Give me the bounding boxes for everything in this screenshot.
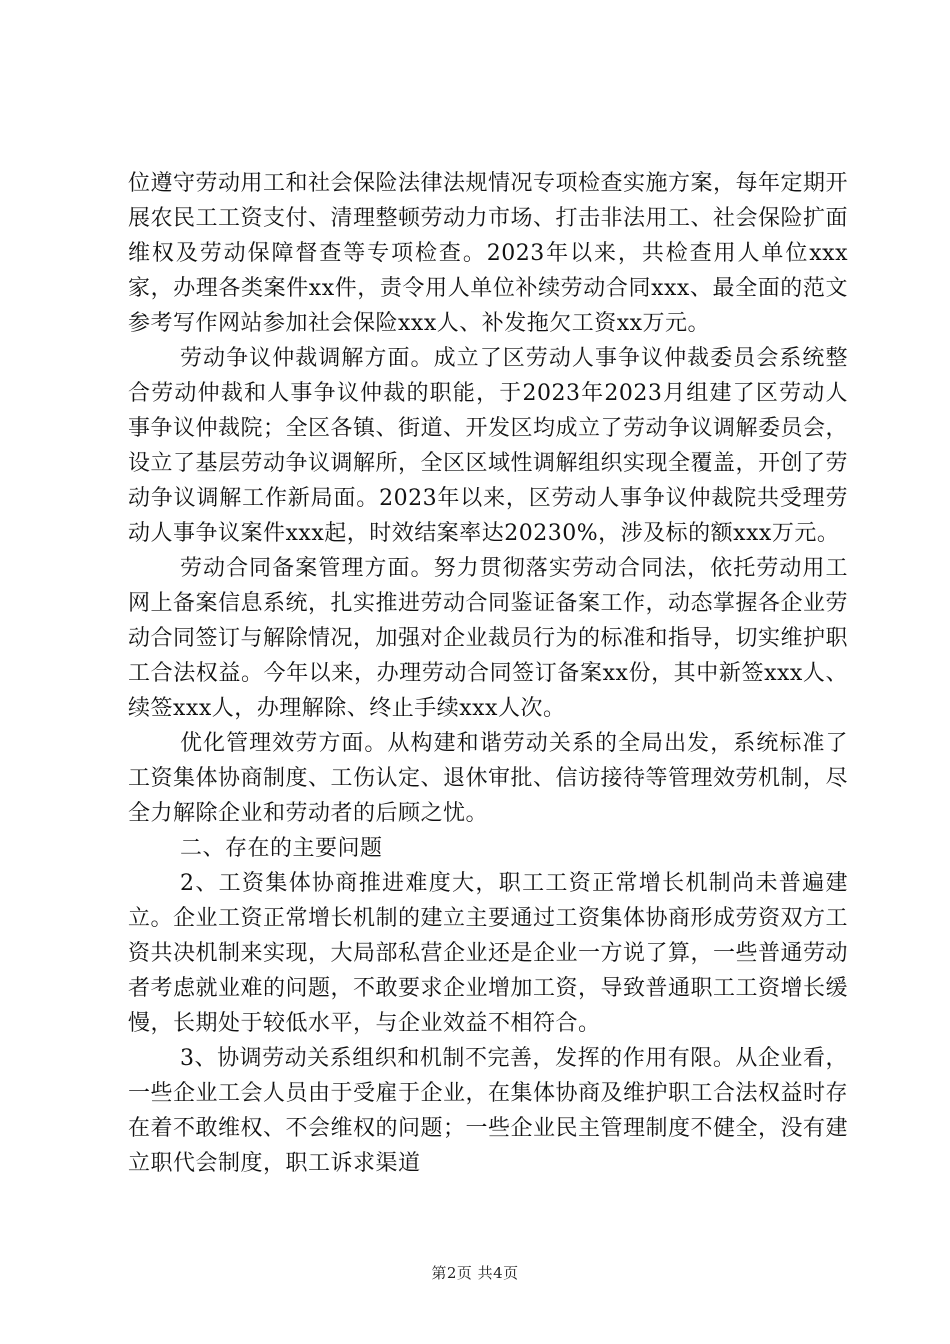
page-number-footer: 第2页 共4页 bbox=[431, 1264, 519, 1282]
paragraph-labor-inspection: 位遵守劳动用工和社会保险法律法规情况专项检查实施方案，每年定期开展农民工工资支付、清理整顿劳动力市场、打击非法用工、社会保险扩面维权及劳动保障督查等专项检查。2023年以来，共检查用人单位xxx家，办理各类案件xx件，责令用人单位补续劳动合同xxx、最全面的范文参考写作网站参加社会保险xxx人、补发拖欠工资xx万元。 bbox=[128, 171, 849, 336]
paragraph-service-optimization: 优化管理效劳方面。从构建和谐劳动关系的全局出发，系统标准了工资集体协商制度、工伤认定、退休审批、信访接待等管理效劳机制，尽全力解除企业和劳动者的后顾之忧。 bbox=[128, 731, 849, 826]
section-heading-problems: 二、存在的主要问题 bbox=[180, 836, 383, 861]
paragraph-problem-3: 3、协调劳动关系组织和机制不完善，发挥的作用有限。从企业看，一些企业工会人员由于受雇于企业，在集体协商及维护职工合法权益时存在着不敢维权、不会维权的问题；一些企业民主管理制度不健全，没有建立职代会制度，职工诉求渠道 bbox=[128, 1046, 849, 1176]
paragraph-dispute-arbitration: 劳动争议仲裁调解方面。成立了区劳动人事争议仲裁委员会系统整合劳动仲裁和人事争议仲裁的职能，于2023年2023月组建了区劳动人事争议仲裁院；全区各镇、街道、开发区均成立了劳动争议调解委员会，设立了基层劳动争议调解所，全区区域性调解组织实现全覆盖，开创了劳动争议调解工作新局面。2023年以来，区劳动人事争议仲裁院共受理劳动人事争议案件xxx起，时效结案率达20230%，涉及标的额xxx万元。 bbox=[128, 346, 849, 546]
paragraph-problem-2: 2、工资集体协商推进难度大，职工工资正常增长机制尚未普遍建立。企业工资正常增长机制的建立主要通过工资集体协商形成劳资双方工资共决机制来实现，大局部私营企业还是企业一方说了算，一些普通劳动者考虑就业难的问题，不敢要求企业增加工资，导致普通职工工资增长缓慢，长期处于较低水平，与企业效益不相符合。 bbox=[128, 871, 849, 1036]
document-body bbox=[128, 166, 848, 1181]
paragraph-contract-filing: 劳动合同备案管理方面。努力贯彻落实劳动合同法，依托劳动用工网上备案信息系统，扎实推进劳动合同鉴证备案工作，动态掌握各企业劳动合同签订与解除情况，加强对企业裁员行为的标准和指导，切实维护职工合法权益。今年以来，办理劳动合同签订备案xx份，其中新签xxx人、续签xxx人，办理解除、终止手续xxx人次。 bbox=[128, 556, 849, 721]
